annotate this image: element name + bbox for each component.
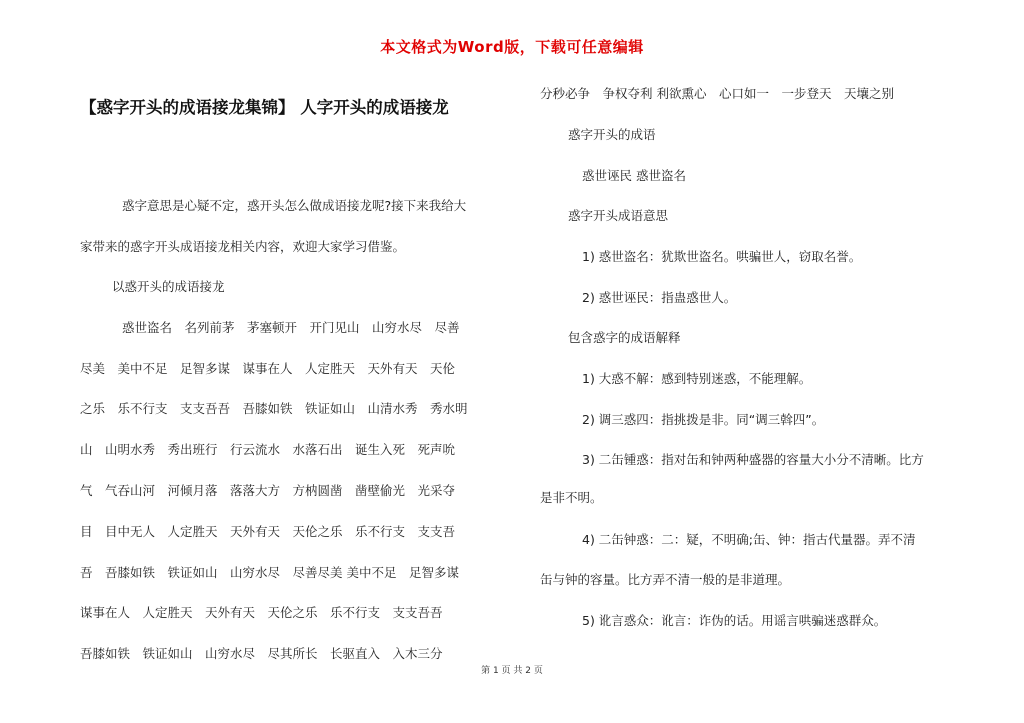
chain-line: 谋事在人 人定胜天 天外有天 天伦之乐 乐不行支 支支吾吾 [80, 605, 443, 621]
explanation-item: 1) 大惑不解：感到特别迷惑，不能理解。 [582, 371, 812, 386]
chain-line: 惑世盗名 名列前茅 茅塞顿开 开门见山 山穷水尽 尽善 [122, 319, 460, 335]
chain-line: 山 山明水秀 秀出班行 行云流水 水落石出 诞生入死 死声吮 [80, 442, 456, 458]
meaning-item: 1) 惑世盗名：犹欺世盗名。哄骗世人，窃取名誉。 [582, 249, 862, 264]
explanation-item: 2) 调三惑四：指挑拨是非。同“调三斡四”。 [582, 412, 825, 427]
chain-line: 之乐 乐不行支 支支吾吾 吾膝如铁 铁证如山 山清水秀 秀水明 [80, 401, 468, 417]
explanation-continued: 缶与钟的容量。比方弄不清一般的是非道理。 [540, 572, 791, 587]
explanation-continued: 是非不明。 [540, 490, 603, 505]
document-title: 【惑字开头的成语接龙集锦】 人字开头的成语接龙 [80, 98, 449, 117]
heading-meanings: 惑字开头成语意思 [568, 208, 669, 223]
subheading-chain: 以惑开头的成语接龙 [112, 279, 225, 294]
heading-explanations: 包含惑字的成语解释 [568, 330, 681, 345]
chain-line: 吾膝如铁 铁证如山 山穷水尽 尽其所长 长驱直入 入木三分 [80, 646, 443, 662]
chain-line: 目 目中无人 人定胜天 天外有天 天伦之乐 乐不行支 支支吾 [80, 523, 456, 539]
left-column [80, 186, 520, 675]
chain-line: 气 气吞山河 河倾月落 落落大方 方枘圆凿 凿壁偷光 光采夺 [80, 482, 456, 498]
chain-line: 尽美 美中不足 足智多谋 谋事在人 人定胜天 天外有天 天伦 [80, 360, 456, 376]
chain-line-continued: 分秒必争 争权夺利 利欲熏心 心口如一 一步登天 天壤之别 [540, 86, 894, 101]
intro-line-1: 惑字意思是心疑不定，惑开头怎么做成语接龙呢?接下来我给大 [122, 198, 467, 213]
explanation-item: 5) 讹言惑众：讹言：诈伪的话。用谣言哄骗迷惑群众。 [582, 613, 887, 628]
heading-idioms: 惑字开头的成语 [568, 127, 656, 142]
intro-line-2: 家带来的惑字开头成语接龙相关内容，欢迎大家学习借鉴。 [80, 238, 406, 254]
explanation-item: 4) 二缶钟惑：二：疑，不明确;缶、钟：指古代量器。弄不清 [582, 532, 916, 547]
meaning-item: 2) 惑世诬民：指蛊惑世人。 [582, 290, 737, 305]
format-banner: 本文格式为Word版，下载可任意编辑 [380, 38, 644, 56]
idiom-list: 惑世诬民 惑世盗名 [582, 168, 686, 183]
chain-line: 吾 吾膝如铁 铁证如山 山穷水尽 尽善尽美 美中不足 足智多谋 [80, 564, 459, 580]
explanation-item: 3) 二缶锺惑：指对缶和钟两种盛器的容量大小分不清晰。比方 [582, 452, 924, 467]
page-footer: 第 1 页 共 2 页 [481, 666, 543, 676]
